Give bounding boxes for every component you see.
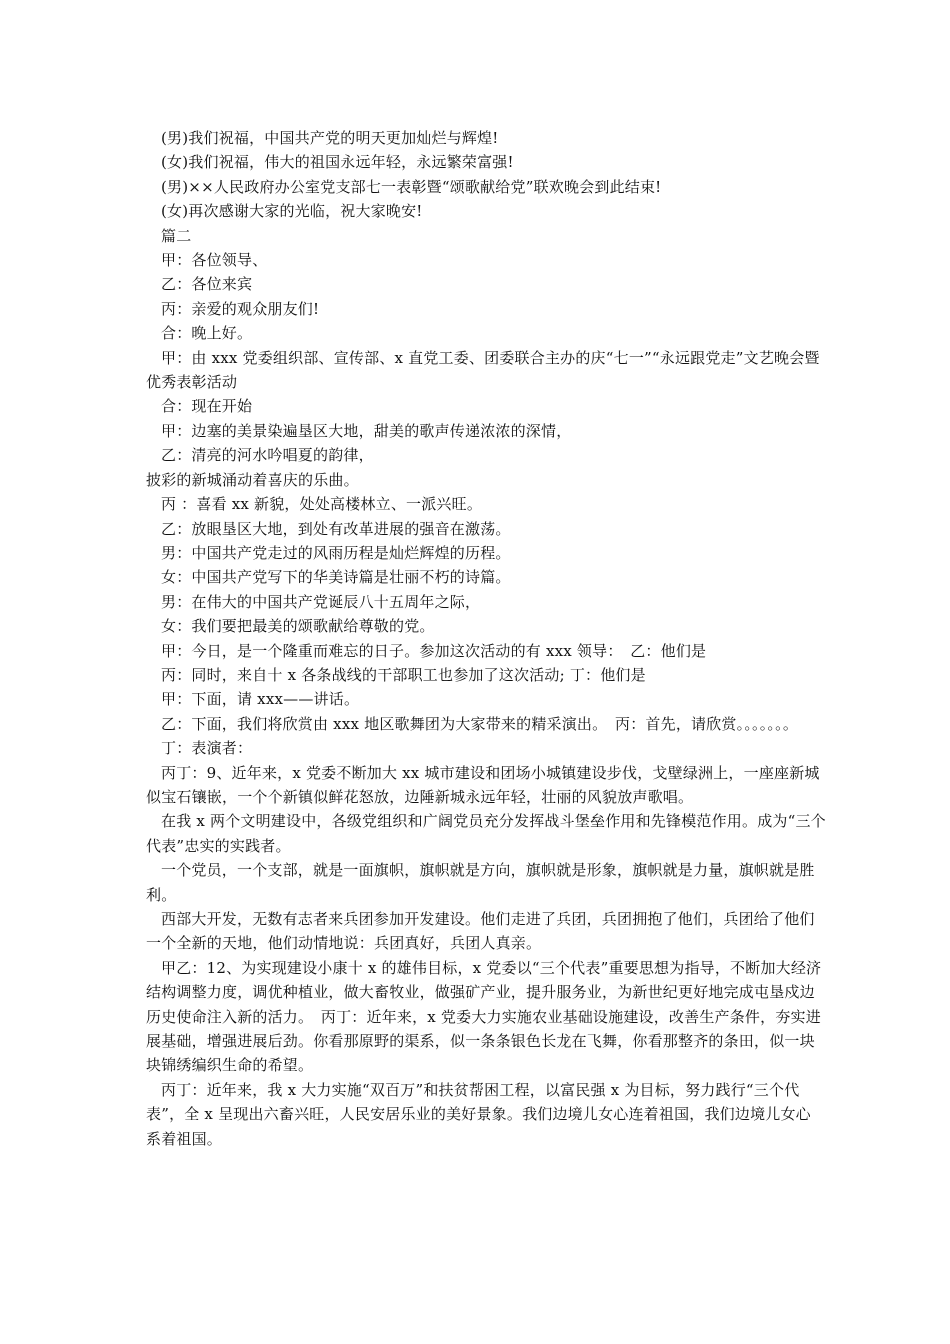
paragraph: 在我 x 两个文明建设中，各级党组织和广阔党员充分发挥战斗堡垒作用和先锋模范作用。成为“三个代表”忠实的实践者。 xyxy=(146,812,826,855)
paragraph: 甲：各位领导、 xyxy=(161,251,268,270)
paragraph: 乙：各位来宾 xyxy=(161,275,253,294)
paragraph: 一个党员，一个支部，就是一面旗帜，旗帜就是方向，旗帜就是形象，旗帜就是力量，旗帜就是胜利。 xyxy=(146,861,815,904)
paragraph: 丙丁：9、近年来，x 党委不断加大 xx 城市建设和团场小城镇建设步伐，戈壁绿洲上，一座座新城似宝石镶嵌，一个个新镇似鲜花怒放，边陲新城永远年轻，壮丽的风貌放声歌唱。 xyxy=(146,763,820,806)
paragraph: (女)我们祝福，伟大的祖国永远年轻，永远繁荣富强! xyxy=(161,153,514,172)
paragraph: 甲：由 xxx 党委组织部、宣传部、x 直党工委、团委联合主办的庆“七一”“永远跟党走”文艺晚会暨优秀表彰活动 xyxy=(146,348,820,392)
paragraph: 丙：亲爱的观众朋友们! xyxy=(161,299,320,318)
paragraph: 篇二 xyxy=(161,226,192,245)
paragraph: (男)××人民政府办公室党支部七一表彰暨“颂歌献给党”联欢晚会到此结束! xyxy=(161,177,662,196)
paragraph: 甲：下面，请 xxx——讲话。 xyxy=(161,690,360,709)
paragraph: 乙：下面，我们将欣赏由 xxx 地区歌舞团为大家带来的精采演出。 丙：首先，请欣赏。。。。。。。 xyxy=(161,714,799,733)
paragraph: 西部大开发，无数有志者来兵团参加开发建设。他们走进了兵团，兵团拥抱了他们，兵团给了他们一个全新的天地，他们动情地说：兵团真好，兵团人真亲。 xyxy=(146,910,815,953)
paragraph: 甲乙：12、为实现建设小康十 x 的雄伟目标，x 党委以“三个代表”重要思想为指导，不断加大经济结构调整力度，调优种植业，做大畜牧业，做强矿产业，提升服务业，为新世纪更好地完成屯垦戍边历史使命注入新的活力。 丙丁：近年来，x 党委大力实施农业基础设施建设，改善生产条件，夯实进展基础，增强进展后劲。你看那原野的渠系，似一条条银色长龙在飞舞，你看那整齐的条田，似一块块锦绣编织生命的希望。 xyxy=(146,958,822,1075)
paragraph: 丙 ：喜看 xx 新貌，处处高楼林立、一派兴旺。 xyxy=(161,495,483,514)
paragraph: 女：我们要把最美的颂歌献给尊敬的党。 xyxy=(161,617,435,636)
paragraph: 甲：今日，是一个隆重而难忘的日子。参加这次活动的有 xxx 领导： 乙：他们是 xyxy=(161,641,707,660)
paragraph: 披彩的新城涌动着喜庆的乐曲。 xyxy=(146,470,359,489)
paragraph: 丁：表演者： xyxy=(161,739,253,758)
paragraph: (男)我们祝福，中国共产党的明天更加灿烂与辉煌! xyxy=(161,129,499,147)
paragraph: 男：在伟大的中国共产党诞辰八十五周年之际， xyxy=(161,592,481,611)
document-body xyxy=(146,126,826,1151)
paragraph: 丙：同时，来自十 x 各条战线的干部职工也参加了这次活动; 丁：他们是 xyxy=(161,665,646,684)
paragraph: 乙：放眼垦区大地，到处有改革进展的强音在激荡。 xyxy=(161,519,511,538)
paragraph: 合：现在开始 xyxy=(161,397,253,416)
paragraph: 女：中国共产党写下的华美诗篇是壮丽不朽的诗篇。 xyxy=(161,568,511,587)
paragraph: 丙丁：近年来，我 x 大力实施“双百万”和扶贫帮困工程，以富民强 x 为目标，努力践行“三个代表”，全 x 呈现出六畜兴旺，人民安居乐业的美好景象。我们边境儿女心连着祖国，我们边境儿女心系着祖国。 xyxy=(146,1080,811,1148)
paragraph: 男：中国共产党走过的风雨历程是灿烂辉煌的历程。 xyxy=(161,543,511,562)
paragraph: 甲：边塞的美景染遍垦区大地，甜美的歌声传递浓浓的深情， xyxy=(161,421,572,440)
paragraph: (女)再次感谢大家的光临，祝大家晚安! xyxy=(161,202,423,221)
paragraph: 乙：清亮的河水吟唱夏的韵律， xyxy=(161,446,374,465)
paragraph: 合：晚上好。 xyxy=(161,324,253,343)
